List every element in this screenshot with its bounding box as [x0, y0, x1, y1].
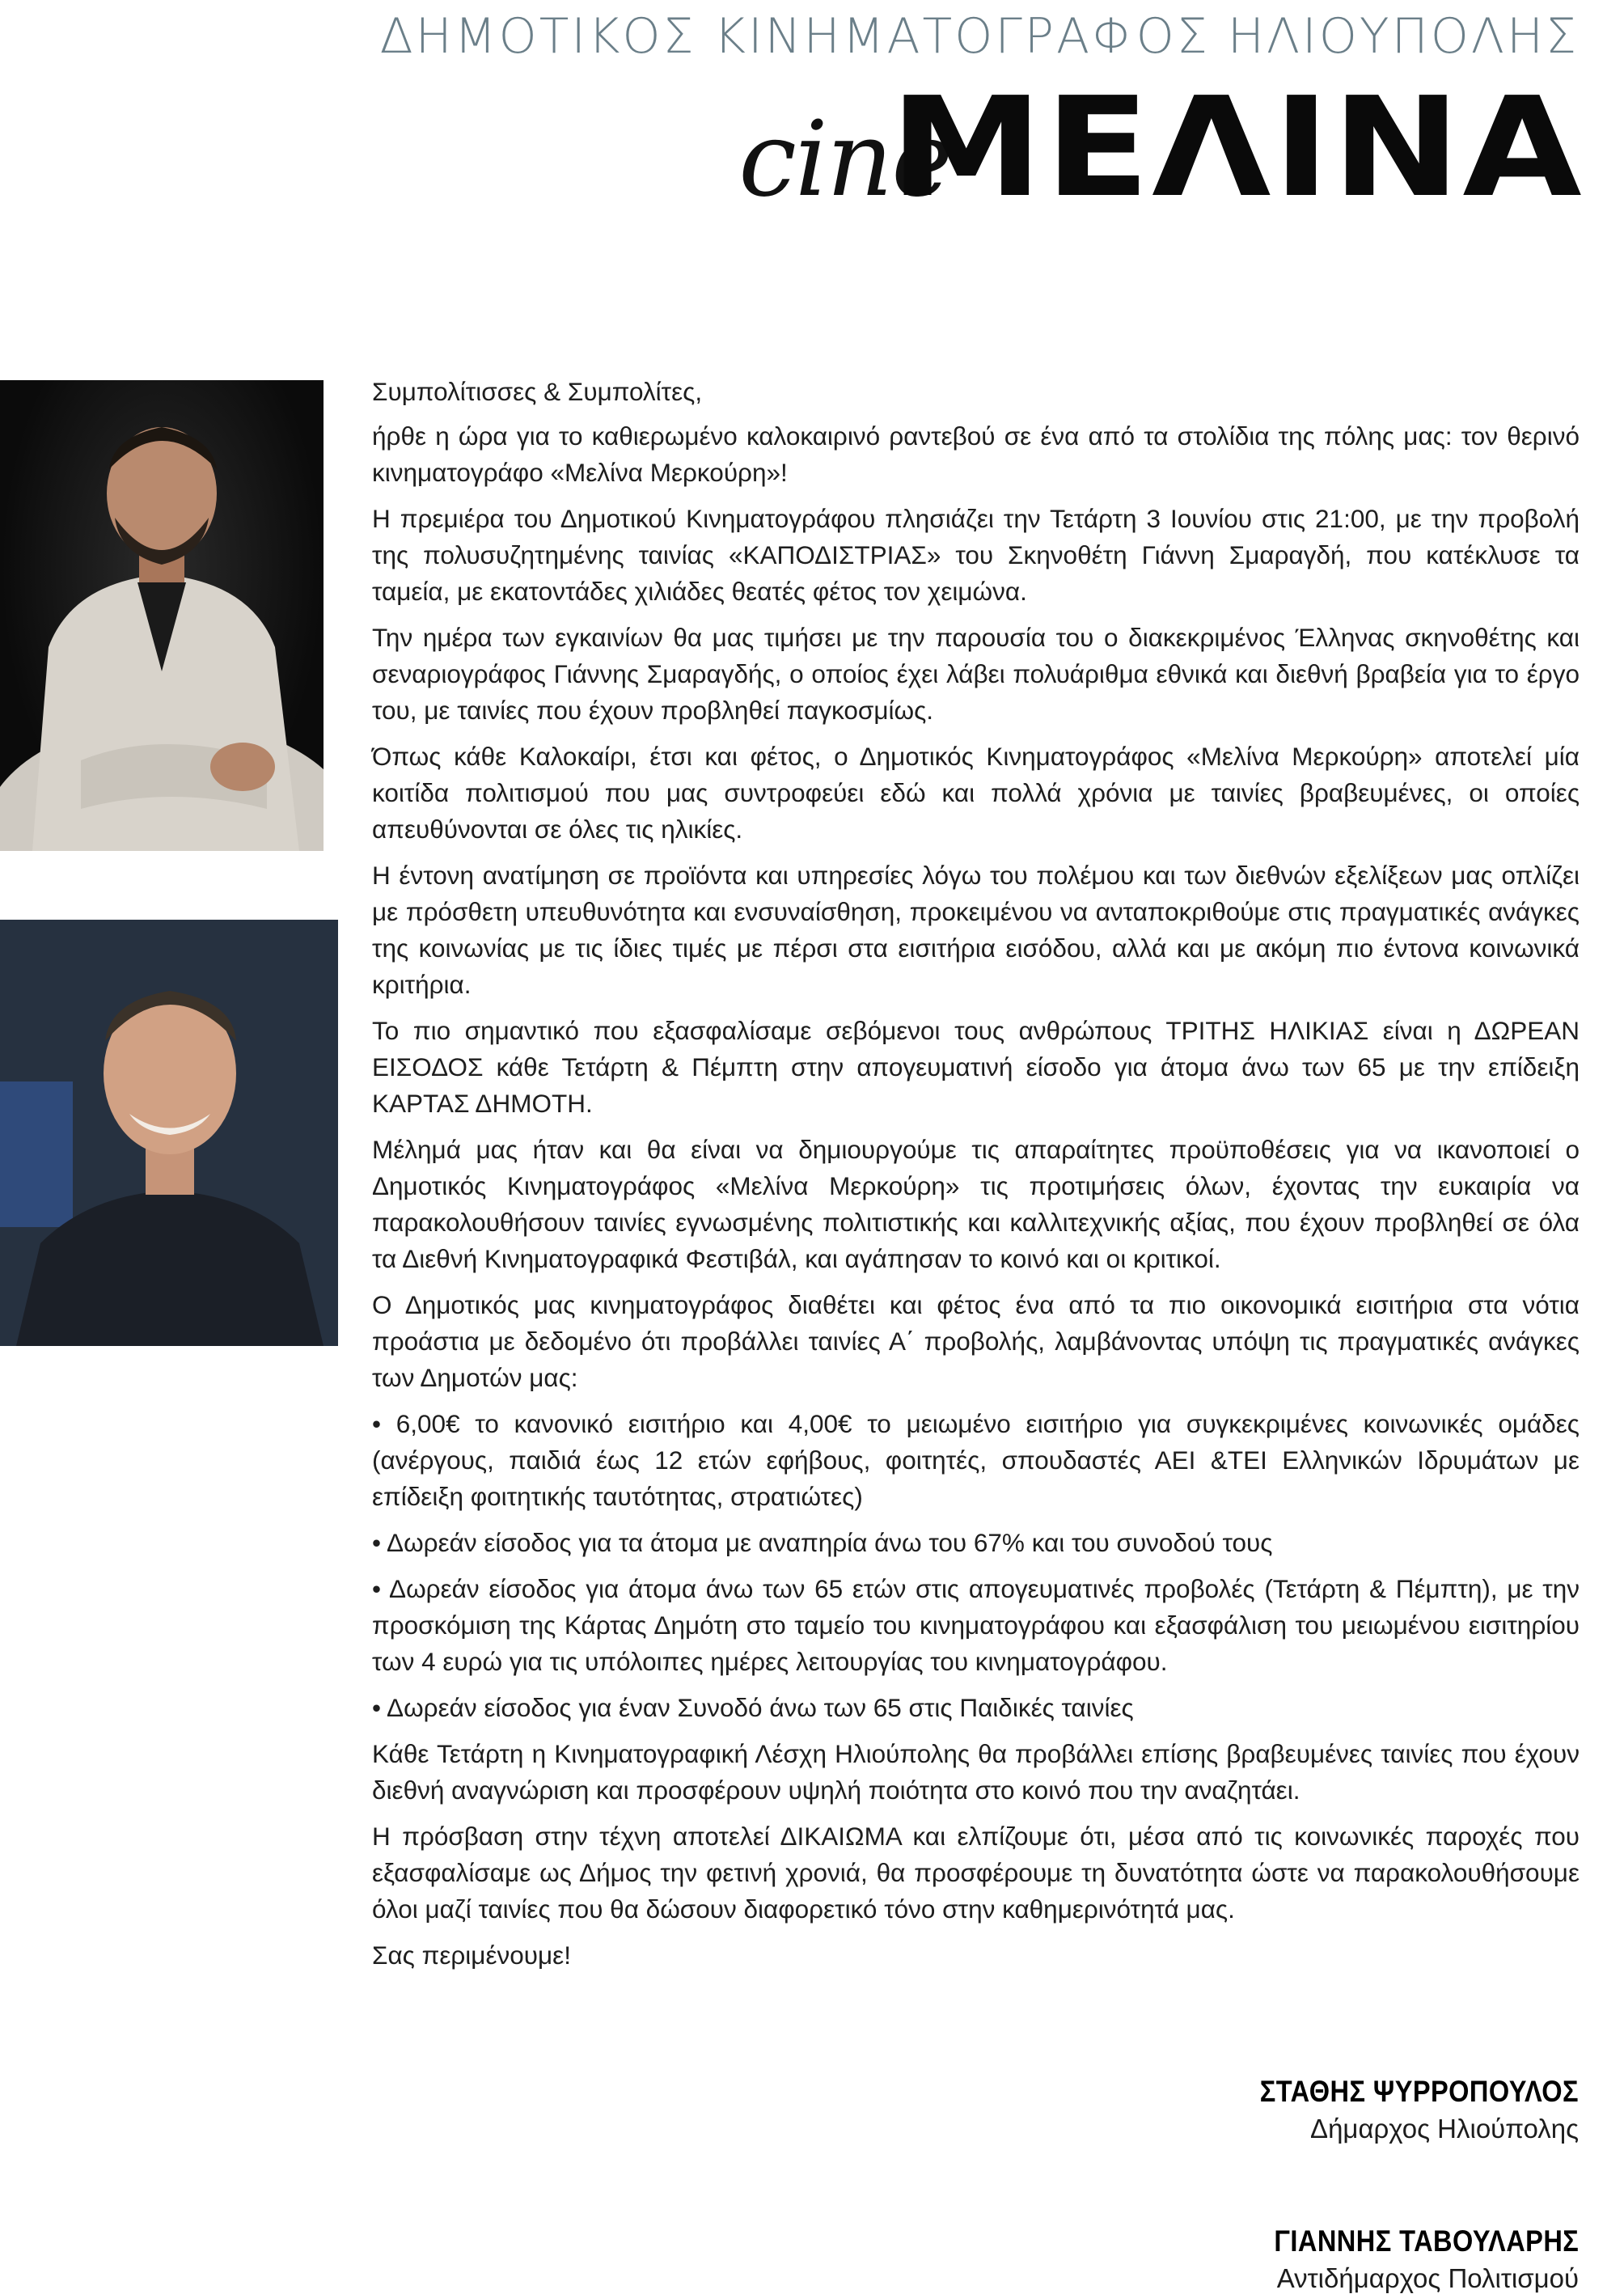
paragraph: Η έντονη ανατίμηση σε προϊόντα και υπηρεσίες λόγω του πολέμου και των διεθνών εξελίξεων μας οπλίζει με πρόσθετη υπευθυνότητα και ενσυναίσθηση, προκειμένου να ανταποκριθούμε στις πραγματικές ανάγκες της κοινωνίας με τις ίδιες τιμές με πέρσι στα εισιτήρια εισόδου, αλλά και με ακόμη πιο έντονα κοινωνικά κριτήρια. — [372, 861, 1580, 999]
bullet-item: • Δωρεάν είσοδος για τα άτομα με αναπηρία άνω του 67% και του συνοδού τους — [372, 1528, 1273, 1557]
paragraph: Κάθε Τετάρτη η Κινηματογραφική Λέσχη Ηλιούπολης θα προβάλλει επίσης βραβευμένες ταινίες που έχουν διεθνή αναγνώριση και προσφέρουν υψηλή ποιότητα στο κοινό που την αναζητάει. — [372, 1739, 1580, 1805]
brand-name: ΜΕΛΙΝΑ — [890, 68, 1584, 228]
signature-mayor — [1216, 2075, 1579, 2144]
brand-prefix: cine — [738, 99, 952, 220]
paragraph: Το πιο σημαντικό που εξασφαλίσαμε σεβόμενοι τους ανθρώπους ΤΡΙΤΗΣ ΗΛΙΚΙΑΣ είναι η ΔΩΡΕΑΝ ΕΙΣΟΔΟΣ κάθε Τετάρτη & Πέμπτη στην απογευματινή είσοδο για άτομα άνω των 65 με την επίδειξη ΚΑΡΤΑΣ ΔΗΜΟΤΗ. — [372, 1016, 1580, 1118]
bullet-item: • 6,00€ το κανονικό εισιτήριο και 4,00€ το μειωμένο εισιτήριο για συγκεκριμένες κοινωνικές ομάδες (ανέργους, παιδιά έως 12 ετών εφήβους, φοιτητές, σπουδαστές ΑΕΙ &ΤΕΙ Ελληνικών Ιδρυμάτων με επίδειξη φοιτητικής ταυτότητας, στρατιώτες) — [372, 1409, 1580, 1511]
signatory-role: Αντιδήμαρχος Πολιτισμού — [1276, 2263, 1579, 2293]
paragraph: Την ημέρα των εγκαινίων θα μας τιμήσει με την παρουσία του ο διακεκριμένος Έλληνας σκηνοθέτης και σεναριογράφος Γιάννης Σμαραγδής, ο οποίος έχει λάβει πολυάριθμα εθνικά και διεθνή βραβεία για το έργο του, με ταινίες που έχουν προβληθεί παγκοσμίως. — [372, 623, 1580, 725]
brand-logo — [738, 68, 1584, 228]
bullet-item: • Δωρεάν είσοδος για έναν Συνοδό άνω των 65 στις Παιδικές ταινίες — [372, 1693, 1134, 1722]
header-organization: ΔΗΜΟΤΙΚΟΣ ΚΙΝΗΜΑΤΟΓΡΑΦΟΣ ΗΛΙΟΥΠΟΛΗΣ — [379, 8, 1579, 65]
signature-deputy — [1233, 2224, 1579, 2294]
paragraph: Η πρόσβαση στην τέχνη αποτελεί ΔΙΚΑΙΩΜΑ και ελπίζουμε ότι, μέσα από τις κοινωνικές παροχές που εξασφαλίσαμε ως Δήμος την φετινή χρονιά, θα προσφέρουμε τη δυνατότητα ώστε να παρακολουθήσουμε όλοι μαζί ταινίες που θα δώσουν διαφορετικό τόνο στην καθημερινότητά μας. — [372, 1822, 1580, 1924]
signatory-name: ΓΙΑΝΝΗΣ ΤΑΒΟΥΛΑΡΗΣ — [1274, 2224, 1579, 2258]
paragraph: Ο Δημοτικός μας κινηματογράφος διαθέτει και φέτος ένα από τα πιο οικονομικά εισιτήρια στα νότια προάστια με δεδομένο ότι προβάλλει ταινίες Α΄ προβολής, λαμβάνοντας υπόψη τις πραγματικές ανάγκες των Δημοτών μας: — [372, 1290, 1580, 1392]
sign-off: Σας περιμένουμε! — [372, 1941, 571, 1970]
paragraph: Μέλημά μας ήταν και θα είναι να δημιουργούμε τις απαραίτητες προϋποθέσεις για να ικανοποιεί ο Δημοτικός Κινηματογράφος «Μελίνα Μερκούρη» τις προτιμήσεις όλων, έχοντας την ευκαιρία να παρακολουθήσουν ταινίες εγνωσμένης πολιτιστικής και καλλιτεχνικής αξίας, που έχουν προβληθεί σε όλα τα Διεθνή Κινηματογραφικά Φεστιβάλ, και αγάπησαν το κοινό και οι κριτικοί. — [372, 1135, 1580, 1273]
bullet-item: • Δωρεάν είσοδος για άτομα άνω των 65 ετών στις απογευματινές προβολές (Τετάρτη & Πέμπτη), με την προσκόμιση της Κάρτας Δημότη στο ταμείο του κινηματογράφου και εξασφάλιση του μειωμένου εισιτηρίου των 4 ευρώ για τις υπόλοιπες ημέρες λειτουργίας του κινηματογράφου. — [372, 1574, 1580, 1676]
signatory-name: ΣΤΑΘΗΣ ΨΥΡΡΟΠΟΥΛΟΣ — [1259, 2075, 1579, 2108]
greeting: Συμπολίτισσες & Συμπολίτες, — [372, 377, 703, 406]
letter-body — [372, 374, 1580, 1983]
signatory-role: Δήμαρχος Ηλιούπολης — [1310, 2114, 1579, 2144]
mayor-photo — [0, 380, 324, 851]
paragraph: Όπως κάθε Καλοκαίρι, έτσι και φέτος, ο Δημοτικός Κινηματογράφος «Μελίνα Μερκούρη» αποτελεί μία κοιτίδα πολιτισμού που μας συντροφεύει εδώ και πολλά χρόνια με ταινίες βραβευμένες, οι οποίες απευθύνονται σε όλες τις ηλικίες. — [372, 742, 1580, 844]
paragraph: ήρθε η ώρα για το καθιερωμένο καλοκαιρινό ραντεβού σε ένα από τα στολίδια της πόλης μας: τον θερινό κινηματογράφο «Μελίνα Μερκούρη»! — [372, 421, 1580, 487]
paragraph: Η πρεμιέρα του Δημοτικού Κινηματογράφου πλησιάζει την Τετάρτη 3 Ιουνίου στις 21:00, με την προβολή της πολυσυζητημένης ταινίας «ΚΑΠΟΔΙΣΤΡΙΑΣ» του Σκηνοθέτη Γιάννη Σμαραγδή, που κατέκλυσε τα ταμεία, με εκατοντάδες χιλιάδες θεατές φέτος τον χειμώνα. — [372, 504, 1580, 606]
deputy-photo — [0, 920, 338, 1346]
